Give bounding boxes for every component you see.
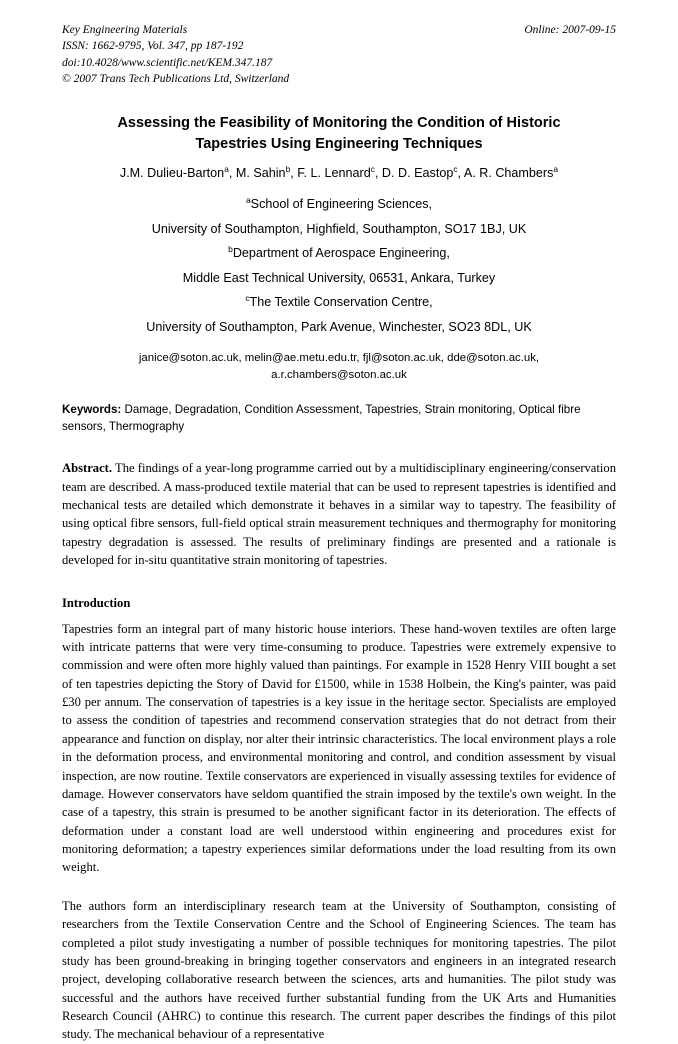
affiliation-a-line-1 — [62, 192, 616, 217]
affiliation-b-line-1 — [62, 241, 616, 266]
author-emails — [62, 350, 616, 383]
page-title — [62, 113, 616, 154]
affiliation-a-text: School of Engineering Sciences, — [250, 197, 432, 212]
emails-line-2: a.r.chambers@soton.ac.uk — [271, 368, 407, 381]
affiliation-c-marker: c — [245, 293, 250, 304]
author-list — [62, 165, 616, 183]
abstract-text: The findings of a year-long programme carried out by a multidisciplinary engineering/conservation team are described. A mass-produced textile material that can be used to represent tapestries is identified and mechanical tests are detailed which demonstrate it behaves in a similar way to tapestry. The feasibility of using optical fibre sensors, full-field optical strain measurement techniques and thermography for monitoring tapestry degradation is assessed. The results of preliminary findings are presented and a rationale is developed for in-situ quantitative strain monitoring of tapestries. — [62, 461, 616, 568]
page-header — [62, 22, 616, 87]
journal-title: Key Engineering Materials — [62, 24, 188, 36]
affiliations — [62, 192, 616, 339]
keywords-text: Damage, Degradation, Condition Assessment, Tapestries, Strain monitoring, Optical fibre sensors, Thermography — [62, 403, 581, 433]
copyright-line: © 2007 Trans Tech Publications Ltd, Switzerland — [62, 72, 290, 85]
section-heading-introduction: Introduction — [62, 595, 131, 610]
affiliation-c-line-2: University of Southampton, Park Avenue, Winchester, SO23 8DL, UK — [146, 319, 532, 334]
affiliation-c-text: The Textile Conservation Centre, — [249, 295, 433, 310]
author-5-name: , A. R. Chambers — [457, 166, 554, 181]
author-3-name: , F. L. Lennard — [290, 166, 371, 181]
abstract-label: Abstract. — [62, 461, 113, 476]
doi-line: doi:10.4028/www.scientific.net/KEM.347.187 — [62, 56, 273, 69]
author-1-affiliation-marker: a — [224, 164, 229, 175]
affiliation-c-line-1 — [62, 290, 616, 315]
introduction-paragraph-1: Tapestries form an integral part of many historic house interiors. These hand-woven textiles are often large with intricate patterns that were very time-consuming to produce. Tapestries were extremely expensive to commission and were often more highly valued than paintings. For example in 1528 Henry VIII bought a set of ten tapestries depicting the Story of David for £1500, while in 1538 Holbein, the King's painter, was paid £30 per annum. The conservation of tapestries is a key issue in the heritage sector. Specialists are employed to assess the condition of tapestries and recommend conservation strategies that do not detract from their appearance and function on display, nor alter their intrinsic characteristics. The local environment plays a role in the deformation process, and environmental monitoring and control, and condition assessment by visual inspection, are now routine. Textile conservators are experienced in visually assessing textiles for evidence of damage. However conservators have seldom quantified the strain imposed by the textile's own weight. In the case of a tapestry, this strain is presumed to be another significant factor in its deterioration. The effects of deformation under a constant load are well understood within engineering and procedures exist for monitoring deformation; a tapestry experiences similar deformations under the load resulting from its own weight. — [62, 621, 616, 875]
title-line-1: Assessing the Feasibility of Monitoring the Condition of Historic — [117, 115, 561, 132]
affiliation-b-text: Department of Aerospace Engineering, — [232, 246, 450, 261]
title-line-2: Tapestries Using Engineering Techniques — [195, 135, 483, 152]
issn-volume-pages: ISSN: 1662-9795, Vol. 347, pp 187-192 — [62, 40, 244, 53]
affiliation-b-marker: b — [228, 244, 233, 254]
online-date: Online: 2007-09-15 — [524, 24, 616, 36]
author-4-affiliation-marker: c — [453, 164, 458, 175]
author-5-affiliation-marker: a — [553, 164, 559, 175]
keywords-label: Keywords: — [62, 403, 122, 417]
affiliation-a-line-2: University of Southampton, Highfield, Southampton, SO17 1BJ, UK — [151, 221, 527, 236]
affiliation-b-line-2: Middle East Technical University, 06531, Ankara, Turkey — [182, 270, 496, 285]
author-2-affiliation-marker: b — [285, 164, 291, 175]
affiliation-a-marker: a — [246, 194, 251, 205]
introduction-paragraph-2: The authors form an interdisciplinary research team at the University of Southampton, consisting of researchers from the Textile Conservation Centre and the School of Engineering Sciences. The team has completed a pilot study investigating a number of possible techniques for monitoring tapestries. The pilot study has been ground-breaking in bringing together conservators and engineers in an integrated research project, developing collaborative research between the sciences, arts and humanities. The pilot study was successful and the authors have received further substantial funding from the UK Arts and Humanities Research Council (AHRC) to continue this research. The current paper describes the findings of this pilot study. The mechanical behaviour of a representative — [62, 898, 616, 1042]
header-journal-block — [62, 22, 289, 87]
author-2-name: , M. Sahin — [228, 166, 286, 181]
author-1-name: J.M. Dulieu-Barton — [119, 166, 225, 181]
keywords-block — [62, 402, 616, 435]
author-3-affiliation-marker: c — [370, 164, 375, 175]
author-4-name: , D. D. Eastop — [374, 166, 454, 181]
emails-line-1: janice@soton.ac.uk, melin@ae.metu.edu.tr, fjl@soton.ac.uk, dde@soton.ac.uk, — [138, 352, 540, 365]
abstract-block — [62, 459, 616, 569]
